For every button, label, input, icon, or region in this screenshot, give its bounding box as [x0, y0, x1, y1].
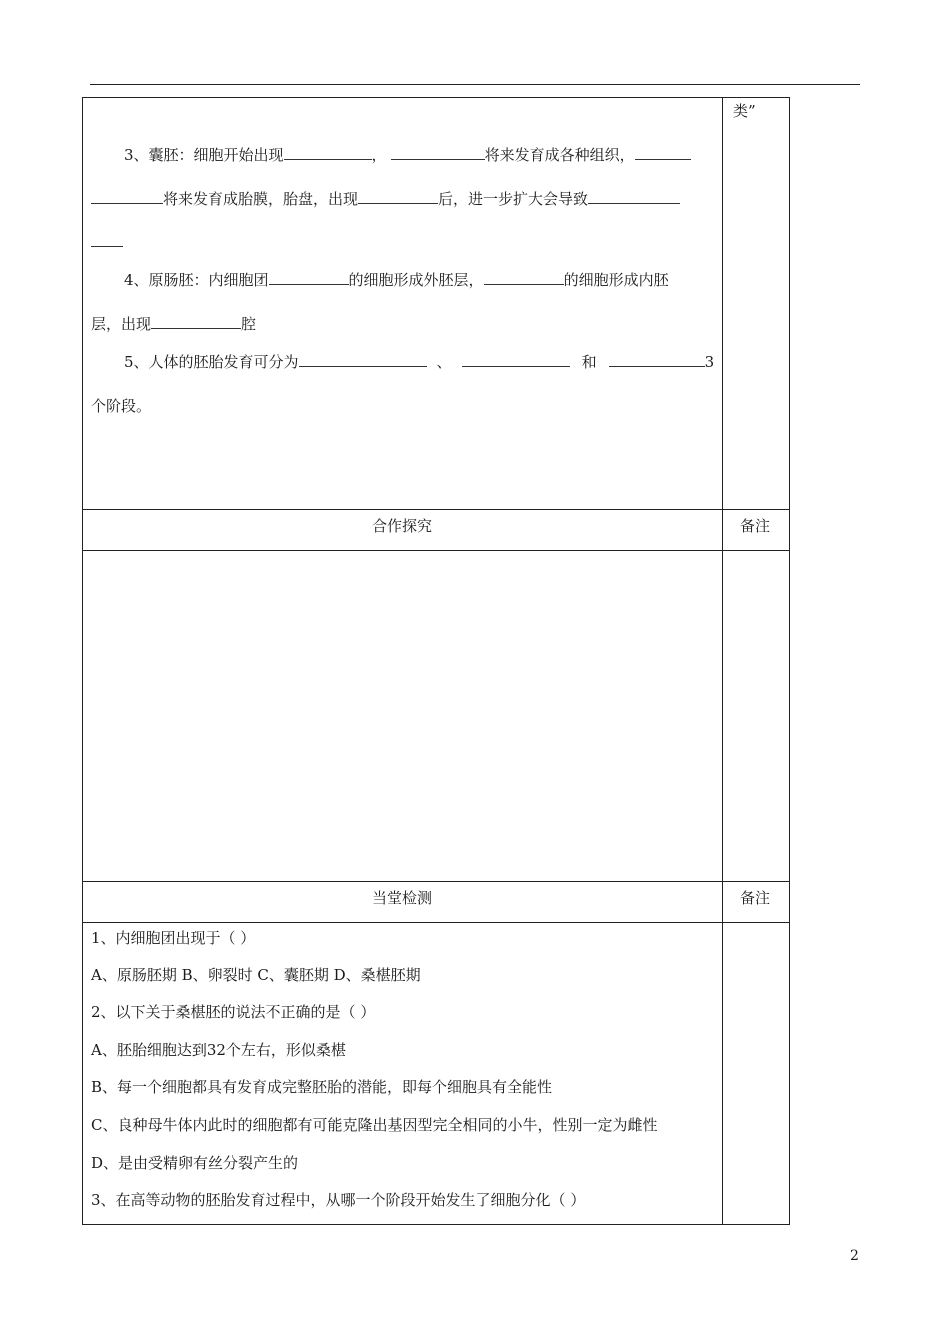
item5-text-a: 5、人体的胚胎发育可分为 — [124, 353, 299, 371]
section-title-cooperative: 合作探究 — [371, 517, 432, 535]
fill-blank[interactable] — [91, 189, 163, 204]
item4-text-c: 的细胞形成内胚 — [563, 271, 669, 289]
item4-text-e: 腔 — [241, 315, 257, 333]
item3-text-c: 将来发育成各种组织， — [484, 146, 635, 164]
note-column-header: 备注 — [740, 889, 771, 907]
fill-blank[interactable] — [151, 314, 241, 329]
item4-text-b: 的细胞形成外胚层， — [348, 271, 484, 289]
item5-conjunction: 和 — [581, 353, 597, 371]
item5-separator: 、 — [436, 353, 452, 371]
row-divider — [82, 881, 790, 882]
item3-text-a: 3、囊胚：细胞开始出现 — [124, 146, 284, 164]
fill-blank[interactable] — [462, 352, 570, 367]
question-1: 1、内细胞团出现于（ ） — [91, 929, 256, 947]
side-note-text: 类” — [733, 102, 756, 120]
fill-blank[interactable] — [358, 189, 438, 204]
fill-blank[interactable] — [269, 270, 349, 285]
page-number: 2 — [850, 1248, 859, 1264]
fill-blank[interactable] — [284, 145, 372, 160]
item5-line1 — [124, 352, 714, 372]
item3-line2 — [91, 189, 680, 209]
row-divider — [82, 922, 790, 923]
item4-text-d: 层，出现 — [91, 315, 152, 333]
section-title-test: 当堂检测 — [371, 889, 432, 907]
item4-text-a: 4、原肠胚：内细胞团 — [124, 271, 269, 289]
item4-line2 — [91, 314, 256, 334]
fill-blank[interactable] — [299, 352, 427, 367]
question-1-options: A、原肠胚期 B、卵裂时 C、囊胚期 D、桑椹胚期 — [91, 966, 421, 984]
item5-text-c: 3 — [704, 353, 715, 371]
row-divider — [82, 550, 790, 551]
question-2-option-d: D、是由受精卵有丝分裂产生的 — [91, 1154, 299, 1172]
item3-text-d: 将来发育成胎膜，胎盘，出现 — [163, 190, 359, 208]
fill-blank[interactable] — [609, 352, 705, 367]
item3-text-e: 后，进一步扩大会导致 — [438, 190, 589, 208]
fill-blank[interactable] — [91, 232, 123, 247]
question-3: 3、在高等动物的胚胎发育过程中，从哪一个阶段开始发生了细胞分化（ ） — [91, 1191, 586, 1209]
fill-blank[interactable] — [484, 270, 564, 285]
question-2-option-b: B、每一个细胞都具有发育成完整胚胎的潜能，即每个细胞具有全能性 — [91, 1078, 553, 1096]
fill-blank[interactable] — [391, 145, 485, 160]
item3-line1 — [124, 145, 691, 165]
fill-blank[interactable] — [635, 145, 691, 160]
note-column-header: 备注 — [740, 517, 771, 535]
item4-line1 — [124, 270, 669, 290]
question-2: 2、以下关于桑椹胚的说法不正确的是（ ） — [91, 1003, 376, 1021]
question-2-option-a: A、胚胎细胞达到32个左右，形似桑椹 — [91, 1041, 346, 1059]
fill-blank[interactable] — [588, 189, 680, 204]
item3-line3 — [91, 232, 123, 252]
item5-line2: 个阶段。 — [91, 397, 152, 415]
header-rule — [90, 84, 860, 85]
note-column-divider — [722, 97, 723, 1225]
question-2-option-c: C、良种母牛体内此时的细胞都有可能克隆出基因型完全相同的小牛，性别一定为雌性 — [91, 1116, 658, 1134]
row-divider — [82, 509, 790, 510]
item3-text-b: ， — [371, 146, 387, 164]
